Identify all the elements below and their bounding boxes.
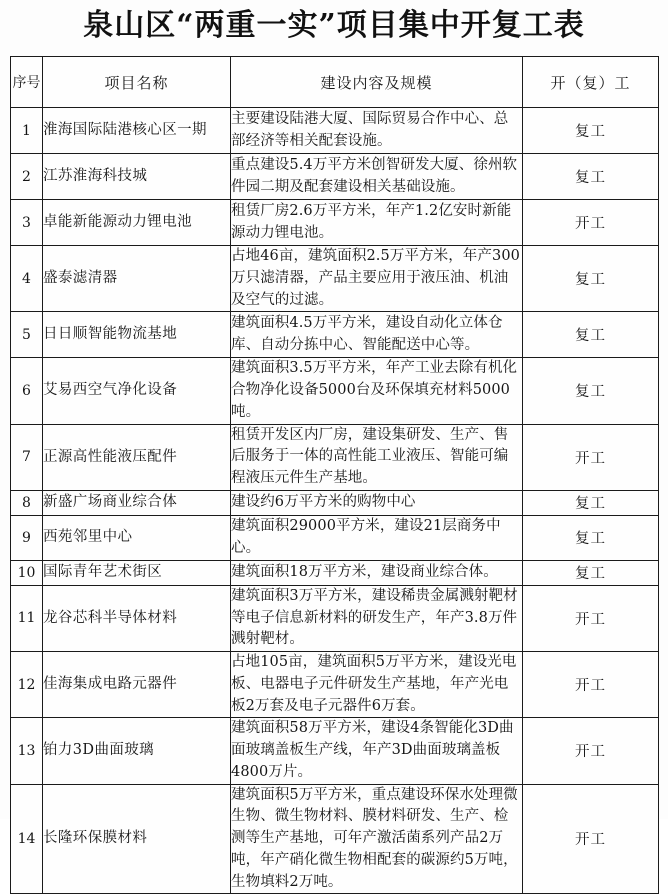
cell-sequence: 13 (11, 718, 43, 784)
table-row (11, 652, 659, 718)
cell-sequence: 4 (11, 246, 43, 312)
table-row (11, 585, 659, 651)
cell-sequence: 2 (11, 154, 43, 200)
cell-construction-scope: 租赁厂房2.6万平方米，年产1.2亿安时新能源动力锂电池。 (231, 200, 523, 246)
cell-sequence: 9 (11, 515, 43, 560)
table-row (11, 154, 659, 200)
cell-project-name: 日日顺智能物流基地 (43, 312, 231, 358)
cell-work-status: 复工 (523, 358, 659, 424)
cell-project-name: 长隆环保膜材料 (43, 784, 231, 894)
cell-sequence: 11 (11, 585, 43, 651)
cell-work-status: 开工 (523, 784, 659, 894)
cell-project-name: 铂力3D曲面玻璃 (43, 718, 231, 784)
table-body (11, 108, 659, 894)
table-row (11, 718, 659, 784)
project-table-container (10, 56, 658, 894)
table-row (11, 108, 659, 154)
cell-construction-scope: 建筑面积3万平方米，建设稀贵金属溅射靶材等电子信息新材料的研发生产，年产3.8万件溅射靶材。 (231, 585, 523, 651)
table-row (11, 784, 659, 894)
cell-construction-scope: 建筑面积5万平方米，重点建设环保水处理微生物、微生物材料、膜材料研发、生产、检测等生产基地，可年产激活菌系列产品2万吨，年产硝化微生物相配套的碳源约5万吨，生物填料2万吨。 (231, 784, 523, 894)
cell-project-name: 龙谷芯科半导体材料 (43, 585, 231, 651)
table-row (11, 515, 659, 560)
column-header-sequence: 序号 (11, 57, 43, 108)
table-header-row (11, 57, 659, 108)
cell-project-name: 国际青年艺术街区 (43, 560, 231, 585)
cell-work-status: 复工 (523, 108, 659, 154)
table-row (11, 490, 659, 515)
cell-work-status: 开工 (523, 424, 659, 490)
cell-construction-scope: 建筑面积29000平方米，建设21层商务中心。 (231, 515, 523, 560)
cell-work-status: 复工 (523, 154, 659, 200)
table-row (11, 312, 659, 358)
column-header-construction-scope: 建设内容及规模 (231, 57, 523, 108)
project-table (10, 56, 659, 894)
cell-work-status: 复工 (523, 312, 659, 358)
cell-project-name: 卓能新能源动力锂电池 (43, 200, 231, 246)
cell-sequence: 7 (11, 424, 43, 490)
cell-project-name: 正源高性能液压配件 (43, 424, 231, 490)
table-row (11, 246, 659, 312)
table-header (11, 57, 659, 108)
column-header-work-status: 开（复）工 (523, 57, 659, 108)
cell-work-status: 复工 (523, 246, 659, 312)
table-row (11, 424, 659, 490)
table-row (11, 560, 659, 585)
cell-construction-scope: 重点建设5.4万平方米创智研发大厦、徐州软件园二期及配套建设相关基础设施。 (231, 154, 523, 200)
cell-project-name: 艾易西空气净化设备 (43, 358, 231, 424)
table-row (11, 200, 659, 246)
cell-sequence: 8 (11, 490, 43, 515)
cell-construction-scope: 建筑面积3.5万平方米，年产工业去除有机化合物净化设备5000台及环保填充材料5000吨。 (231, 358, 523, 424)
cell-project-name: 佳海集成电路元器件 (43, 652, 231, 718)
cell-sequence: 3 (11, 200, 43, 246)
cell-sequence: 10 (11, 560, 43, 585)
cell-work-status: 开工 (523, 718, 659, 784)
cell-construction-scope: 占地46亩，建筑面积2.5万平方米，年产300万只滤清器，产品主要应用于液压油、机油及空气的过滤。 (231, 246, 523, 312)
column-header-project-name: 项目名称 (43, 57, 231, 108)
cell-work-status: 开工 (523, 652, 659, 718)
cell-project-name: 西苑邻里中心 (43, 515, 231, 560)
cell-work-status: 开工 (523, 585, 659, 651)
cell-construction-scope: 建设约6万平方米的购物中心 (231, 490, 523, 515)
cell-project-name: 江苏淮海科技城 (43, 154, 231, 200)
page-title: 泉山区“两重一实”项目集中开复工表 (83, 8, 585, 43)
cell-sequence: 12 (11, 652, 43, 718)
cell-construction-scope: 建筑面积18万平方米，建设商业综合体。 (231, 560, 523, 585)
cell-sequence: 1 (11, 108, 43, 154)
cell-construction-scope: 主要建设陆港大厦、国际贸易合作中心、总部经济等相关配套设施。 (231, 108, 523, 154)
cell-work-status: 复工 (523, 490, 659, 515)
table-row (11, 358, 659, 424)
cell-project-name: 盛泰滤清器 (43, 246, 231, 312)
cell-sequence: 5 (11, 312, 43, 358)
cell-work-status: 开工 (523, 200, 659, 246)
cell-project-name: 新盛广场商业综合体 (43, 490, 231, 515)
cell-construction-scope: 建筑面积58万平方米，建设4条智能化3D曲面玻璃盖板生产线，年产3D曲面玻璃盖板4800万片。 (231, 718, 523, 784)
cell-sequence: 14 (11, 784, 43, 894)
cell-work-status: 复工 (523, 560, 659, 585)
cell-project-name: 淮海国际陆港核心区一期 (43, 108, 231, 154)
cell-sequence: 6 (11, 358, 43, 424)
cell-work-status: 复工 (523, 515, 659, 560)
cell-construction-scope: 租赁开发区内厂房，建设集研发、生产、售后服务于一体的高性能工业液压、智能可编程液压元件生产基地。 (231, 424, 523, 490)
cell-construction-scope: 占地105亩，建筑面积5万平方米，建设光电板、电器电子元件研发生产基地，年产光电板2万套及电子元器件6万套。 (231, 652, 523, 718)
cell-construction-scope: 建筑面积4.5万平方米，建设自动化立体仓库、自动分拣中心、智能配送中心等。 (231, 312, 523, 358)
